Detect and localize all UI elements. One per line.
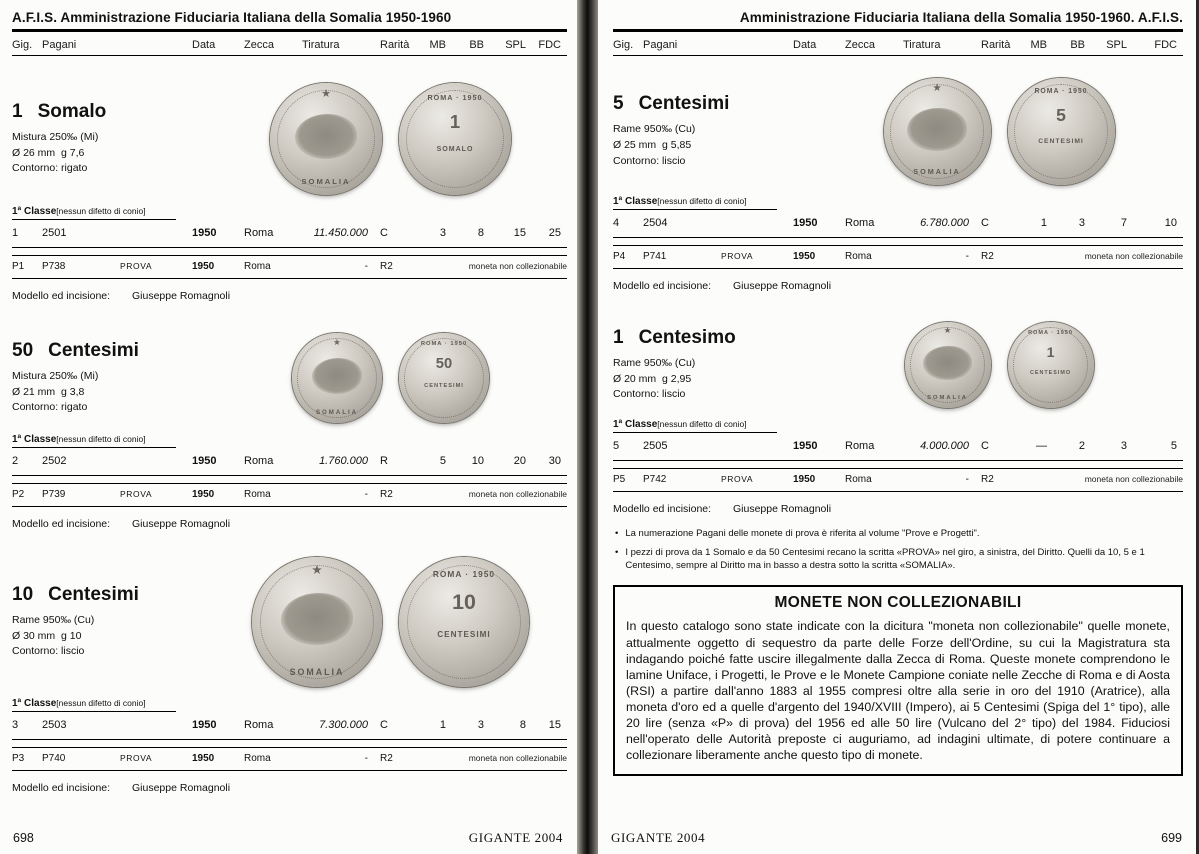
cell-zecca: Roma (244, 753, 271, 764)
engraver-name: Giuseppe Romagnoli (132, 518, 231, 530)
coin-legend: SOMALIA (289, 666, 345, 677)
footnotes (613, 528, 1183, 572)
cell-pagani: 2504 (643, 217, 668, 229)
col-tiratura: Tiratura (903, 39, 941, 51)
star-icon (311, 562, 322, 577)
denomination-title (12, 584, 214, 606)
cell-data: 1950 (192, 489, 215, 500)
coin-value-name: CENTESIMI (424, 383, 464, 390)
cell-pagani: 2505 (643, 440, 668, 452)
engraver-line: Modello ed incisione: Giuseppe Romagnoli (12, 518, 231, 530)
prova-tag: PROVA (120, 261, 153, 271)
cell-zecca: Roma (845, 251, 872, 262)
non-collezionabile-note: moneta non collezionabile (1084, 474, 1183, 484)
cell-data: 1950 (793, 440, 818, 452)
cell-zecca: Roma (244, 261, 271, 272)
coin-reverse-photo (1008, 78, 1115, 185)
cell-gig: 3 (12, 719, 19, 731)
col-bb: BB (469, 39, 484, 51)
catalog-row (613, 433, 1183, 461)
coin-obverse-photo (252, 557, 382, 687)
col-spl: SPL (1106, 39, 1127, 51)
cell-zecca: Roma (244, 227, 274, 239)
cell-rarita: C (380, 719, 388, 731)
spec-edge: Contorno: liscio (613, 388, 686, 401)
box-title: MONETE NON COLLEZIONABILI (774, 594, 1022, 612)
coin-section-1-somalo (12, 83, 567, 302)
denomination-value: 10 (12, 583, 34, 605)
col-mb: MB (1030, 39, 1047, 51)
cell-bb: 3 (1078, 217, 1085, 229)
cell-rarita: R2 (380, 489, 393, 500)
cell-tiratura: - (364, 489, 368, 500)
coin-value-name: CENTESIMI (1038, 137, 1084, 145)
coin-info (12, 101, 214, 177)
bullet-icon (613, 547, 618, 573)
footnote (613, 528, 1183, 541)
cell-spl: 3 (1120, 440, 1127, 452)
prova-row (12, 747, 567, 771)
cell-spl: 20 (513, 455, 526, 467)
cell-spl: 8 (519, 719, 526, 731)
cell-pagani: 2503 (42, 719, 67, 731)
cell-bb: 8 (477, 227, 484, 239)
coin-reverse-photo (399, 333, 489, 423)
page-title-left: A.F.I.S. Amministrazione Fiduciaria Italiana della Somalia 1950-1960 (12, 8, 567, 32)
cell-mb: 1 (1040, 217, 1047, 229)
coin-value-name: CENTESIMO (1029, 370, 1072, 377)
denomination-name: Centesimo (638, 326, 736, 348)
bullet-icon (613, 528, 618, 541)
cell-rarita: R2 (981, 251, 994, 262)
cell-data: 1950 (192, 261, 215, 272)
engraver-line: Modello ed incisione: Giuseppe Romagnoli (613, 280, 832, 292)
cell-fdc: 10 (1164, 217, 1177, 229)
box-body: In questo catalogo sono state indicate con la dicitura "moneta non collezionabile" quelle monete, attualmente oggetto di sequestro da parte delle Forze dell'Ordine, su cui la Magistratura sta indagando poiché fatte uscire illegalmente dalla Zecca di Roma. Queste monete comprendono le lamine Uniface, i Progetti, le Prove e le Monete Campione coniate nelle Zecche di Roma e di Aosta (RSI) a partire dall'anno 1883 al 1955 compresi oltre alla serie in oro del 1910 (Aratrice), alla moneta d'oro ed a quelle d'argento del 1940/XVIII (Impero), ai 5 Centesimi (Spiga del 1° tipo), alle 20 lire (senza «P» di prova) del 1956 ed alle 50 lire (Vulcano del 2° tipo) del 1984. Fiduciosi nell'operato delle Autorità preposte ci auguriamo, ad indagini ultimate, di potere continuare a collezionare liberamente anche questo tipo di monete. (626, 619, 1170, 763)
cell-bb: 3 (477, 719, 484, 731)
cell-rarita: R2 (380, 753, 393, 764)
prova-tag: PROVA (721, 474, 754, 484)
cell-fdc: 30 (548, 455, 561, 467)
catalog-row (12, 712, 567, 740)
col-pagani: Pagani (42, 39, 77, 51)
cell-tiratura: 6.780.000 (920, 217, 969, 229)
col-data: Data (192, 39, 216, 51)
spec-edge: Contorno: liscio (12, 645, 85, 658)
coin-rim-legend: ROMA · 1950 (427, 93, 483, 103)
cell-gig: 1 (12, 227, 19, 239)
cell-spl: 7 (1120, 217, 1127, 229)
spec-edge: Contorno: rigato (12, 162, 88, 175)
prova-row (12, 483, 567, 507)
cell-tiratura: 7.300.000 (319, 719, 368, 731)
cell-bb: 2 (1078, 440, 1085, 452)
cell-gig: P5 (613, 474, 626, 485)
engraver-name: Giuseppe Romagnoli (733, 503, 832, 515)
classe-label: 1ª Classe[nessun difetto di conio] (12, 434, 176, 448)
coin-info (613, 93, 815, 169)
coin-section-5-centesimi (613, 78, 1183, 292)
coin-reverse-photo (399, 557, 529, 687)
engraver-name: Giuseppe Romagnoli (132, 290, 231, 302)
denomination-title (12, 101, 214, 123)
coin-value-number: 10 (452, 590, 476, 615)
book-binding-gutter (577, 0, 598, 854)
cell-rarita: C (380, 227, 388, 239)
cell-gig: P4 (613, 251, 626, 262)
spec-size: Ø 25 mm g 5,85 (613, 139, 692, 152)
coin-photos (214, 83, 567, 195)
catalog-page-left (0, 0, 577, 854)
cell-fdc: 15 (548, 719, 561, 731)
cell-pagani: 2502 (42, 455, 67, 467)
coin-value-number: 1 (1046, 344, 1055, 361)
cell-mb: 5 (439, 455, 446, 467)
cell-zecca: Roma (244, 719, 274, 731)
prova-tag: PROVA (721, 251, 754, 261)
denomination-value: 5 (613, 93, 624, 115)
coin-section-50-centesimi (12, 333, 567, 530)
table-column-header (12, 32, 567, 56)
coin-value-number: 1 (449, 111, 461, 133)
table-column-header (613, 32, 1183, 56)
cell-gig: P1 (12, 261, 25, 272)
cell-zecca: Roma (845, 440, 875, 452)
coin-lion-figure (295, 114, 358, 159)
col-rarita: Rarità (981, 39, 1011, 51)
denomination-name: Centesimi (638, 93, 730, 115)
coin-info (12, 340, 214, 416)
catalog-page-right (598, 0, 1199, 854)
cell-tiratura: - (364, 261, 368, 272)
denomination-title (12, 340, 214, 362)
spec-metal: Rame 950‰ (Cu) (12, 613, 95, 626)
coin-elephant-figure (923, 346, 971, 380)
cell-gig: 2 (12, 455, 19, 467)
col-data: Data (793, 39, 817, 51)
col-spl: SPL (505, 39, 526, 51)
cell-gig: P3 (12, 753, 25, 764)
star-icon (333, 337, 341, 348)
coin-info (613, 327, 815, 403)
page-footer (13, 830, 563, 846)
cell-bb: 10 (471, 455, 484, 467)
denomination-name: Somalo (37, 100, 107, 122)
cell-mb: 3 (439, 227, 446, 239)
non-collezionabile-note: moneta non collezionabile (1084, 251, 1183, 261)
classe-label: 1ª Classe[nessun difetto di conio] (613, 196, 777, 210)
coin-legend: SOMALIA (927, 395, 968, 402)
cell-pagani: P740 (42, 753, 66, 764)
classe-label: 1ª Classe[nessun difetto di conio] (613, 419, 777, 433)
cell-pagani: P742 (643, 474, 667, 485)
prova-row (12, 255, 567, 279)
col-bb: BB (1070, 39, 1085, 51)
spec-metal: Mistura 250‰ (Mi) (12, 130, 99, 143)
non-collezionabile-note: moneta non collezionabile (468, 489, 567, 499)
cell-mb: — (1036, 440, 1047, 452)
cell-rarita: C (981, 217, 989, 229)
prova-row (613, 245, 1183, 269)
coin-rim-legend: ROMA · 1950 (1034, 87, 1088, 95)
cell-tiratura: - (965, 251, 969, 262)
coin-value-number: 5 (1056, 104, 1066, 125)
coin-photos (214, 557, 567, 687)
catalog-brand: GIGANTE 2004 (611, 830, 706, 845)
coin-value-name: CENTESIMI (437, 629, 491, 639)
cell-data: 1950 (192, 753, 215, 764)
cell-data: 1950 (192, 719, 217, 731)
spec-size: Ø 30 mm g 10 (12, 629, 82, 642)
spec-metal: Rame 950‰ (Cu) (613, 356, 696, 369)
cell-pagani: P738 (42, 261, 66, 272)
coin-value-number: 50 (435, 356, 453, 373)
coin-obverse-photo (884, 78, 991, 185)
cell-data: 1950 (793, 217, 818, 229)
cell-tiratura: - (965, 474, 969, 485)
prova-row (613, 468, 1183, 492)
cell-pagani: P741 (643, 251, 667, 262)
cell-tiratura: - (364, 753, 368, 764)
coin-legend: SOMALIA (913, 167, 961, 177)
spec-size: Ø 21 mm g 3,8 (12, 385, 85, 398)
spec-metal: Mistura 250‰ (Mi) (12, 369, 99, 382)
col-zecca: Zecca (845, 39, 875, 51)
coin-rim-legend: ROMA · 1950 (1028, 329, 1073, 336)
coin-lion-figure (312, 358, 362, 394)
prova-tag: PROVA (120, 489, 153, 499)
spec-size: Ø 20 mm g 2,95 (613, 372, 692, 385)
cell-spl: 15 (513, 227, 526, 239)
cell-tiratura: 11.450.000 (313, 227, 368, 239)
footnote-text: La numerazione Pagani delle monete di prova è riferita al volume "Prove e Progetti". (625, 528, 980, 539)
non-collezionabile-note: moneta non collezionabile (468, 261, 567, 271)
spec-size: Ø 26 mm g 7,6 (12, 146, 85, 159)
spec-edge: Contorno: liscio (613, 154, 686, 167)
coin-value-name: SOMALO (436, 145, 474, 153)
denomination-title (613, 327, 815, 349)
coin-rim-legend: ROMA · 1950 (420, 341, 468, 348)
engraver-line: Modello ed incisione: Giuseppe Romagnoli (12, 290, 231, 302)
engraver-line: Modello ed incisione: Giuseppe Romagnoli (12, 782, 231, 794)
spec-edge: Contorno: rigato (12, 401, 88, 414)
cell-data: 1950 (793, 251, 816, 262)
engraver-line: Modello ed incisione: Giuseppe Romagnoli (613, 503, 832, 515)
cell-zecca: Roma (845, 217, 875, 229)
denomination-value: 1 (613, 326, 624, 348)
coin-elephant-figure (281, 593, 354, 645)
col-zecca: Zecca (244, 39, 274, 51)
coin-section-10-centesimi (12, 557, 567, 794)
star-icon (321, 87, 331, 100)
denomination-name: Centesimi (48, 339, 139, 361)
catalog-brand: GIGANTE 2004 (468, 830, 563, 845)
cell-data: 1950 (793, 474, 816, 485)
footnote-text: I pezzi di prova da 1 Somalo e da 50 Centesimi recano la scritta «PROVA» nel giro, a sinistra, del Diritto. Quelli da 10, 5 e 1 Centesimo, sempre al Diritto ma in basso a destra sotto la scritta «SOMALIA». (625, 546, 1145, 571)
coin-section-1-centesimo (613, 322, 1183, 515)
coin-obverse-photo (292, 333, 382, 423)
coin-info (12, 584, 214, 660)
non-collezionabile-note: moneta non collezionabile (468, 753, 567, 763)
coin-obverse-photo (905, 322, 991, 408)
col-pagani: Pagani (643, 39, 678, 51)
col-rarita: Rarità (380, 39, 410, 51)
spec-metal: Rame 950‰ (Cu) (613, 123, 696, 136)
col-gig: Gig. (613, 39, 634, 51)
coin-legend: SOMALIA (315, 408, 359, 416)
coin-legend: SOMALIA (301, 177, 351, 187)
cell-rarita: C (981, 440, 989, 452)
cell-mb: 1 (439, 719, 446, 731)
col-tiratura: Tiratura (302, 39, 340, 51)
catalog-row (613, 210, 1183, 238)
cell-zecca: Roma (244, 489, 271, 500)
page-number: 699 (1161, 831, 1182, 845)
coin-reverse-photo (399, 83, 511, 195)
footnote (613, 547, 1183, 573)
cell-fdc: 5 (1170, 440, 1177, 452)
page-number: 698 (13, 831, 34, 845)
coin-rim-legend: ROMA · 1950 (432, 568, 496, 579)
cell-zecca: Roma (845, 474, 872, 485)
cell-rarita: R2 (380, 261, 393, 272)
col-fdc: FDC (538, 39, 561, 51)
coin-photos (815, 322, 1183, 408)
coin-photos (214, 333, 567, 423)
prova-tag: PROVA (120, 753, 153, 763)
coin-photos (815, 78, 1183, 185)
coin-obverse-photo (270, 83, 382, 195)
cell-gig: P2 (12, 489, 25, 500)
coin-elephant-figure (907, 108, 967, 151)
cell-pagani: 2501 (42, 227, 67, 239)
star-icon (944, 325, 951, 335)
denomination-title (613, 93, 815, 115)
catalog-row (12, 220, 567, 248)
coin-reverse-photo (1008, 322, 1094, 408)
engraver-name: Giuseppe Romagnoli (132, 782, 231, 794)
engraver-name: Giuseppe Romagnoli (733, 280, 832, 292)
monete-non-collezionabili-box (613, 585, 1183, 775)
cell-rarita: R2 (981, 474, 994, 485)
star-icon (932, 82, 941, 94)
cell-fdc: 25 (548, 227, 561, 239)
col-fdc: FDC (1154, 39, 1177, 51)
cell-gig: 4 (613, 217, 620, 229)
cell-rarita: R (380, 455, 388, 467)
denomination-value: 50 (12, 339, 34, 361)
denomination-name: Centesimi (48, 583, 139, 605)
cell-zecca: Roma (244, 455, 274, 467)
cell-gig: 5 (613, 440, 620, 452)
classe-label: 1ª Classe[nessun difetto di conio] (12, 698, 176, 712)
col-gig: Gig. (12, 39, 33, 51)
page-title-right: Amministrazione Fiduciaria Italiana della Somalia 1950-1960. A.F.I.S. (613, 8, 1183, 32)
catalog-row (12, 448, 567, 476)
cell-pagani: P739 (42, 489, 66, 500)
col-mb: MB (429, 39, 446, 51)
cell-tiratura: 1.760.000 (319, 455, 368, 467)
page-footer (611, 830, 1182, 846)
cell-tiratura: 4.000.000 (920, 440, 969, 452)
classe-label: 1ª Classe[nessun difetto di conio] (12, 206, 176, 220)
cell-data: 1950 (192, 455, 217, 467)
cell-data: 1950 (192, 227, 217, 239)
denomination-value: 1 (12, 100, 23, 122)
